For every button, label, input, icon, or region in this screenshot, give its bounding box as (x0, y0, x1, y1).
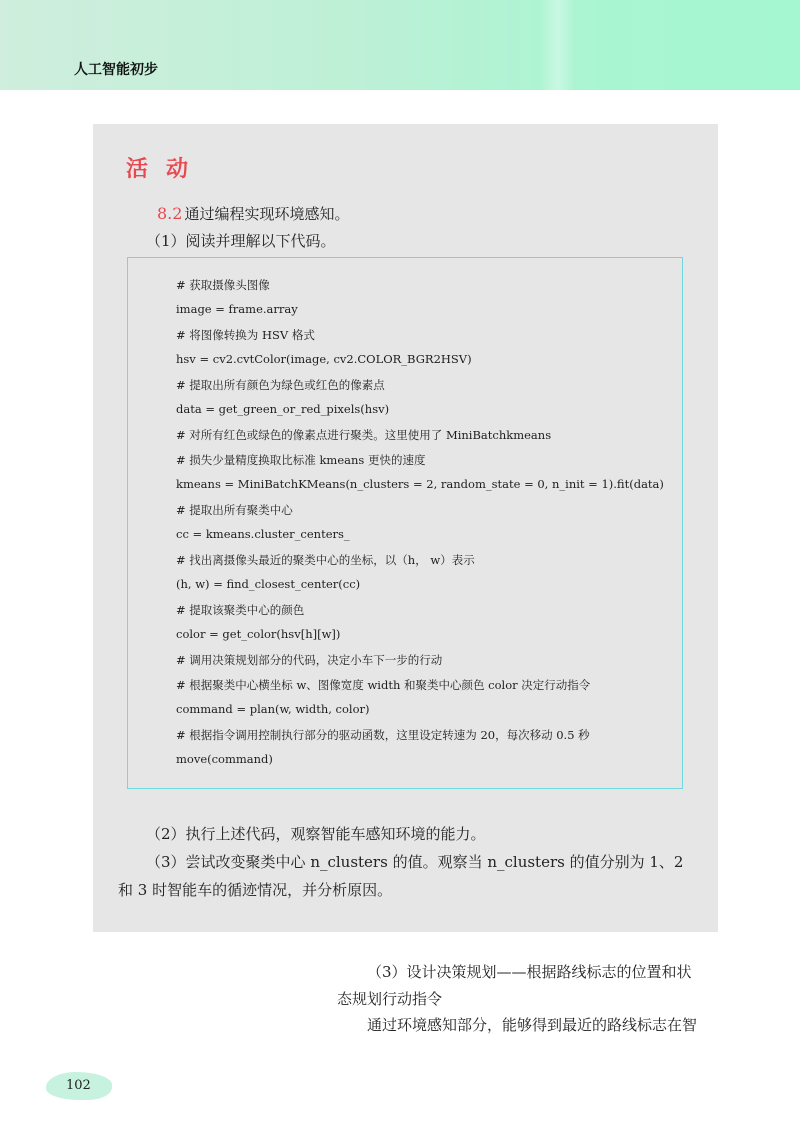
code-line: # 获取摄像头图像 (176, 278, 270, 292)
code-line: # 提取出所有颜色为绿色或红色的像素点 (176, 378, 385, 392)
page-number: 102 (66, 1078, 91, 1093)
code-line: # 找出离摄像头最近的聚类中心的坐标，以（h， w）表示 (176, 553, 475, 567)
code-line: cc = kmeans.cluster_centers_ (176, 527, 350, 541)
code-line: # 根据聚类中心横坐标 w、图像宽度 width 和聚类中心颜色 color 决定行动指令 (176, 678, 591, 692)
code-line: # 损失少量精度换取比标准 kmeans 更快的速度 (176, 453, 426, 467)
code-line: # 提取出所有聚类中心 (176, 503, 293, 517)
code-line: color = get_color(hsv[h][w]) (176, 627, 341, 641)
step-2-text: （2）执行上述代码，观察智能车感知环境的能力。 (146, 825, 486, 843)
code-line: # 根据指令调用控制执行部分的驱动函数，这里设定转速为 20，每次移动 0.5 秒 (176, 728, 590, 742)
code-line: data = get_green_or_red_pixels(hsv) (176, 402, 390, 416)
step-1-text: （1）阅读并理解以下代码。 (146, 232, 336, 250)
step-3-text-line1: （3）尝试改变聚类中心 n_clusters 的值。观察当 n_clusters 的值分别为 1、2 (146, 853, 684, 871)
section-heading-line1: （3）设计决策规划——根据路线标志的位置和状 (367, 963, 692, 981)
code-line: # 对所有红色或绿色的像素点进行聚类。这里使用了 MiniBatchkmeans (176, 428, 552, 442)
task-line (157, 203, 349, 224)
step-3-text-line2: 和 3 时智能车的循迹情况，并分析原因。 (118, 881, 393, 899)
book-title: 人工智能初步 (74, 62, 158, 78)
code-line: kmeans = MiniBatchKMeans(n_clusters = 2, random_state = 0, n_init = 1).fit(data) (176, 477, 664, 491)
code-line: # 提取该聚类中心的颜色 (176, 603, 305, 617)
code-line: command = plan(w, width, color) (176, 702, 370, 716)
section-heading-line2: 态规划行动指令 (337, 990, 443, 1008)
code-line: image = frame.array (176, 302, 298, 316)
code-line: (h, w) = find_closest_center(cc) (176, 577, 361, 591)
code-line: hsv = cv2.cvtColor(image, cv2.COLOR_BGR2HSV) (176, 352, 472, 366)
body-paragraph: 通过环境感知部分，能够得到最近的路线标志在智 (367, 1016, 698, 1034)
code-line: move(command) (176, 752, 273, 766)
code-line: # 调用决策规划部分的代码，决定小车下一步的行动 (176, 653, 443, 667)
activity-title: 活动 (126, 157, 207, 182)
task-text: 通过编程实现环境感知。 (184, 205, 350, 223)
code-line: # 将图像转换为 HSV 格式 (176, 328, 315, 342)
task-number: 8.2 (157, 204, 183, 223)
